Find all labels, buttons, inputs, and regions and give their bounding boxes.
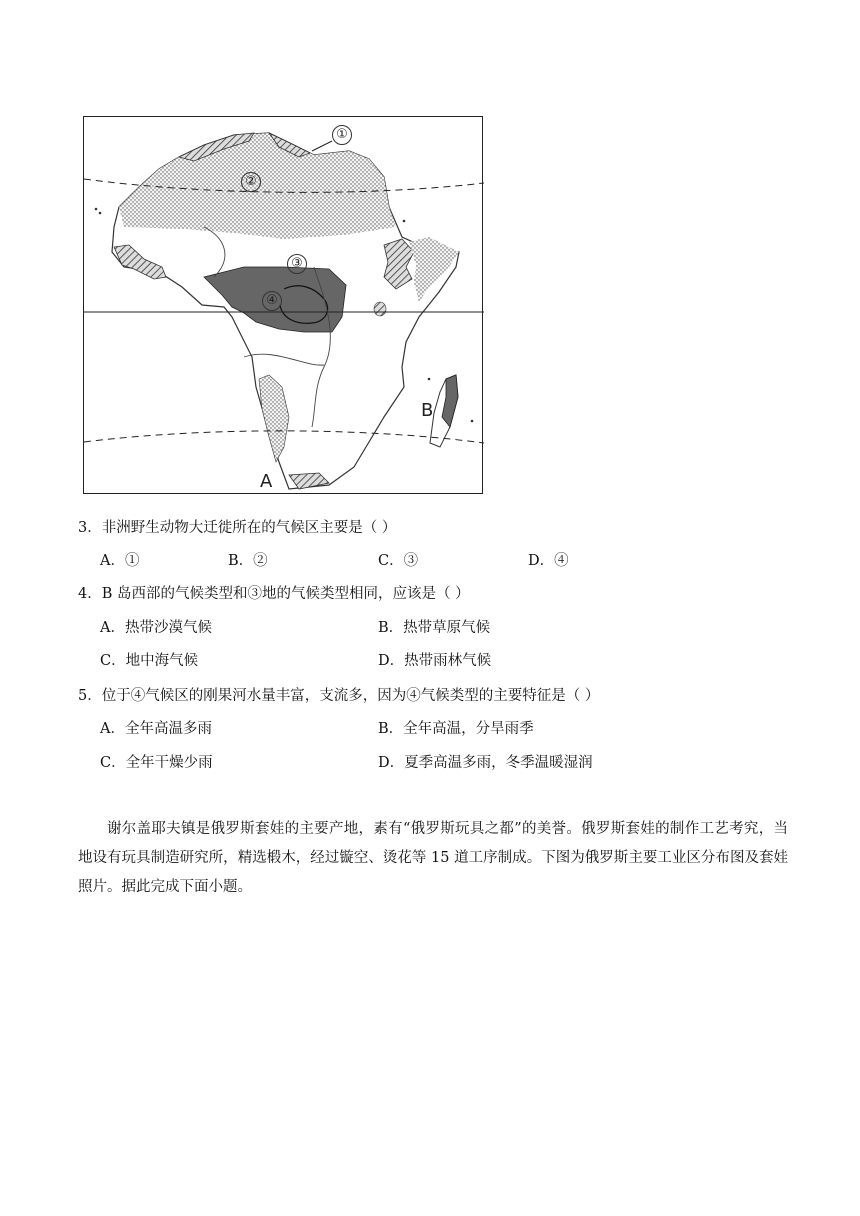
q3-option-b[interactable]: B．②: [228, 553, 268, 569]
africa-map-drawing: [84, 117, 484, 495]
cape-a-label: A: [260, 471, 273, 492]
question-4-stem: 4．B 岛西部的气候类型和③地的气候类型相同，应该是（ ）: [78, 586, 470, 602]
q3-option-a[interactable]: A．①: [100, 553, 140, 569]
q5-option-b[interactable]: B．全年高温，分旱雨季: [378, 721, 534, 737]
q4-option-a[interactable]: A．热带沙漠气候: [100, 620, 212, 636]
question-3-stem: 3．非洲野生动物大迁徙所在的气候区主要是（ ）: [78, 520, 397, 536]
marker-3: ③: [287, 254, 307, 274]
q4-option-c[interactable]: C．地中海气候: [100, 653, 199, 669]
marker-4: ④: [262, 291, 282, 311]
q5-option-a[interactable]: A．全年高温多雨: [100, 721, 212, 737]
marker-2: ②: [241, 172, 261, 192]
island-b-label: B: [421, 400, 434, 421]
africa-climate-map: [83, 116, 483, 494]
lake-victoria: [374, 302, 386, 316]
q4-option-d[interactable]: D．热带雨林气候: [378, 653, 492, 669]
question-5-stem: 5．位于④气候区的刚果河水量丰富，支流多，因为④气候类型的主要特征是（ ）: [78, 688, 600, 704]
q4-option-b[interactable]: B．热带草原气候: [378, 620, 491, 636]
marker-1: ①: [332, 125, 352, 145]
q5-option-c[interactable]: C．全年干燥少雨: [100, 755, 213, 771]
q3-option-d[interactable]: D．④: [528, 553, 569, 569]
reading-passage: 谢尔盖耶夫镇是俄罗斯套娃的主要产地，素有“俄罗斯玩具之都”的美誉。俄罗斯套娃的制作工艺考究，当地设有玩具制造研究所，精选椴木，经过镟空、烫花等 15 道工序制成。下图为俄罗斯主要工业区分布图及套娃照片。据此完成下面小题。: [78, 821, 788, 895]
q3-option-c[interactable]: C．③: [378, 553, 419, 569]
q5-option-d[interactable]: D．夏季高温多雨，冬季温暖湿润: [378, 755, 593, 771]
